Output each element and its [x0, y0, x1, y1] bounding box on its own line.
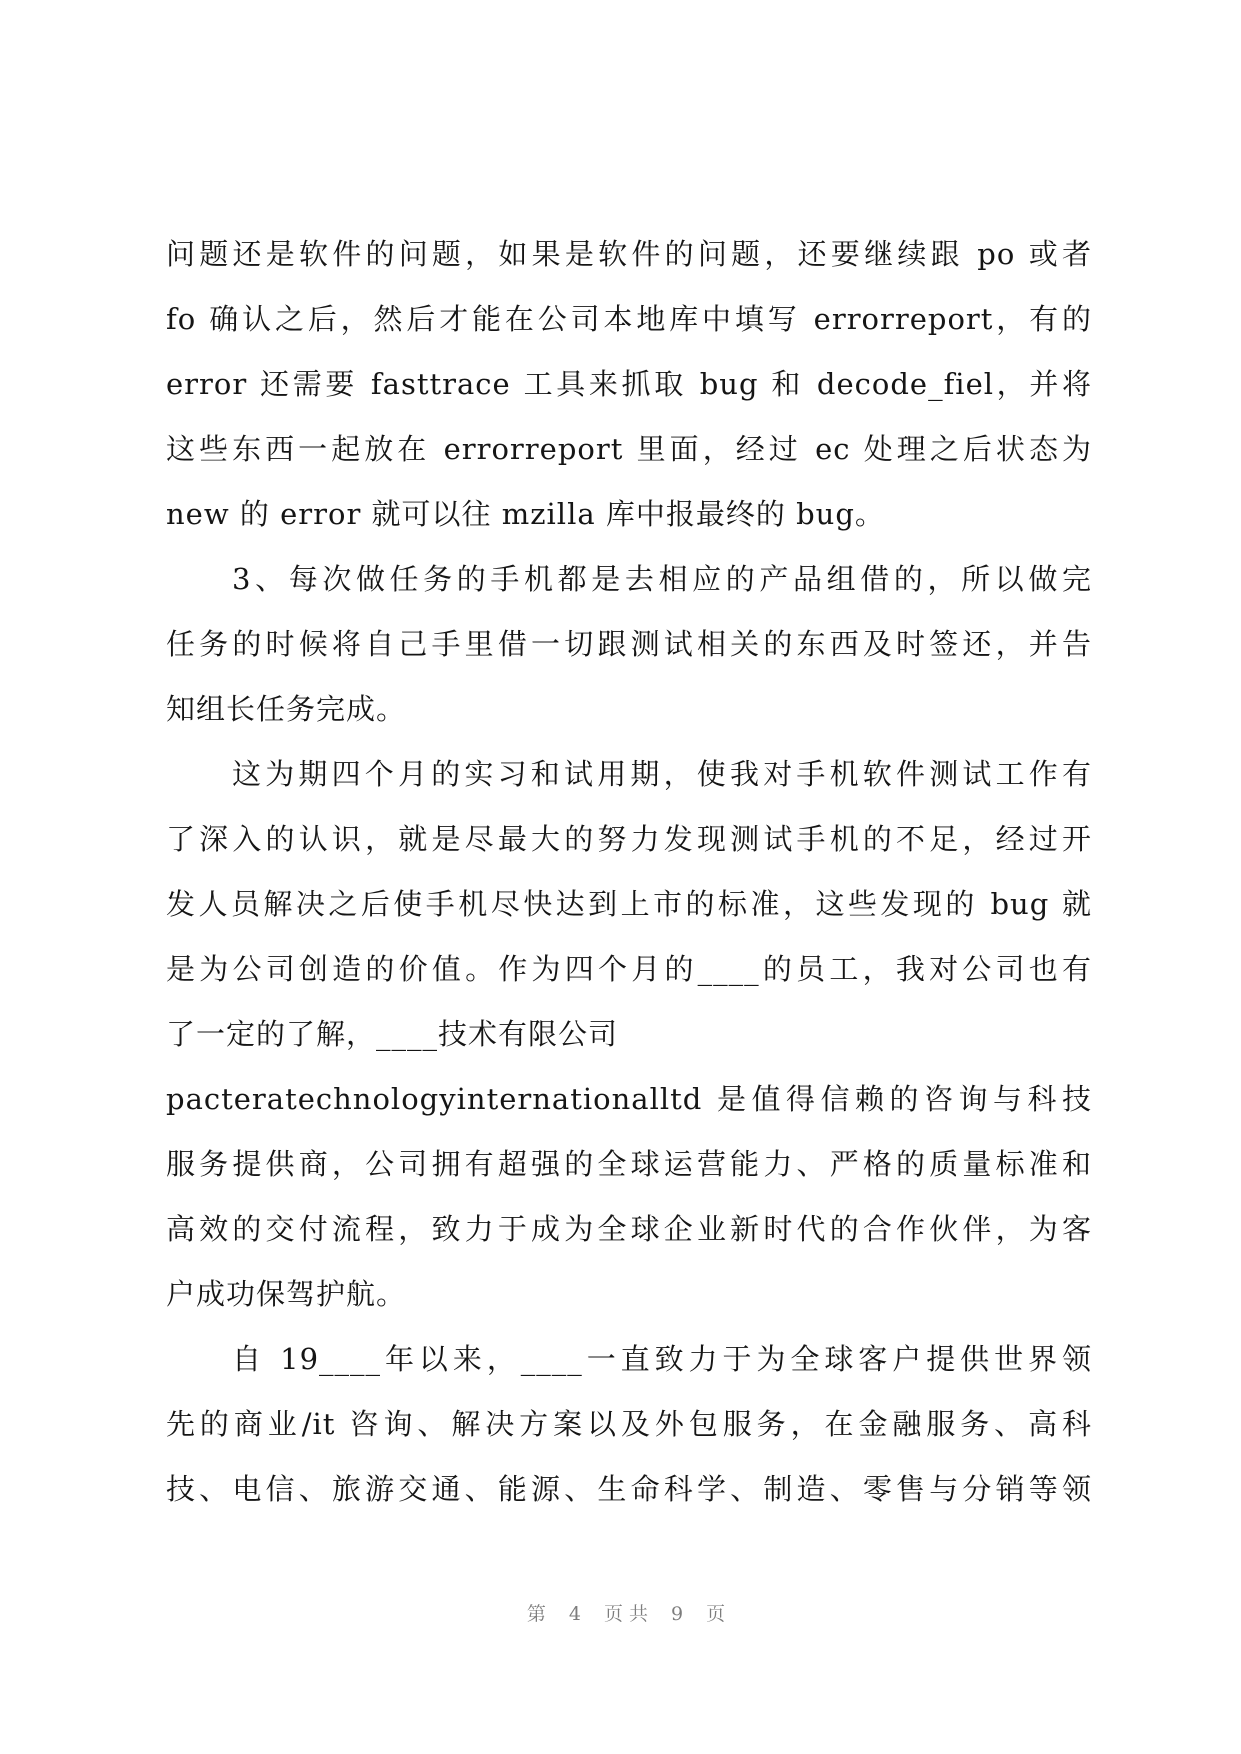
body-text-line: 知组长任务完成。: [166, 692, 407, 726]
body-text-line: new 的 error 就可以往 mzilla 库中报最终的 bug。: [166, 497, 885, 531]
body-text-line: 了深入的认识，就是尽最大的努力发现测试手机的不足，经过开: [166, 822, 1092, 856]
body-text-line: 发人员解决之后使手机尽快达到上市的标准，这些发现的 bug 就: [166, 887, 1092, 921]
body-text-line: 任务的时候将自己手里借一切跟测试相关的东西及时签还，并告: [166, 627, 1092, 661]
body-text-line: 这些东西一起放在 errorreport 里面，经过 ec 处理之后状态为: [166, 432, 1092, 466]
page-number-footer: 第 4 页共 9 页: [526, 1603, 732, 1625]
body-text-line: 高效的交付流程，致力于成为全球企业新时代的合作伙伴，为客: [166, 1212, 1092, 1246]
body-text-line: 户成功保驾护航。: [166, 1277, 407, 1311]
body-text-line: 这为期四个月的实习和试用期，使我对手机软件测试工作有: [232, 757, 1092, 791]
body-text-line: error 还需要 fasttrace 工具来抓取 bug 和 decode_fiel，并将: [166, 367, 1092, 401]
body-text-line: 问题还是软件的问题，如果是软件的问题，还要继续跟 po 或者: [166, 237, 1092, 271]
body-text-line: 自 19____年以来，____一直致力于为全球客户提供世界领: [232, 1342, 1092, 1376]
body-text: [166, 222, 1092, 1522]
body-text-line: 服务提供商，公司拥有超强的全球运营能力、严格的质量标准和: [166, 1147, 1092, 1181]
body-text-line: 技、电信、旅游交通、能源、生命科学、制造、零售与分销等领: [166, 1472, 1092, 1506]
body-text-line: 先的商业/it 咨询、解决方案以及外包服务，在金融服务、高科: [166, 1407, 1092, 1441]
body-text-line: 3、每次做任务的手机都是去相应的产品组借的，所以做完: [232, 562, 1092, 596]
body-text-line: fo 确认之后，然后才能在公司本地库中填写 errorreport，有的: [166, 302, 1092, 336]
body-text-line: 是为公司创造的价值。作为四个月的____的员工，我对公司也有: [166, 952, 1092, 986]
body-text-line: 了一定的了解，____技术有限公司: [166, 1017, 619, 1051]
body-text-line: pacteratechnologyinternationalltd 是值得信赖的咨询与科技: [166, 1082, 1092, 1116]
